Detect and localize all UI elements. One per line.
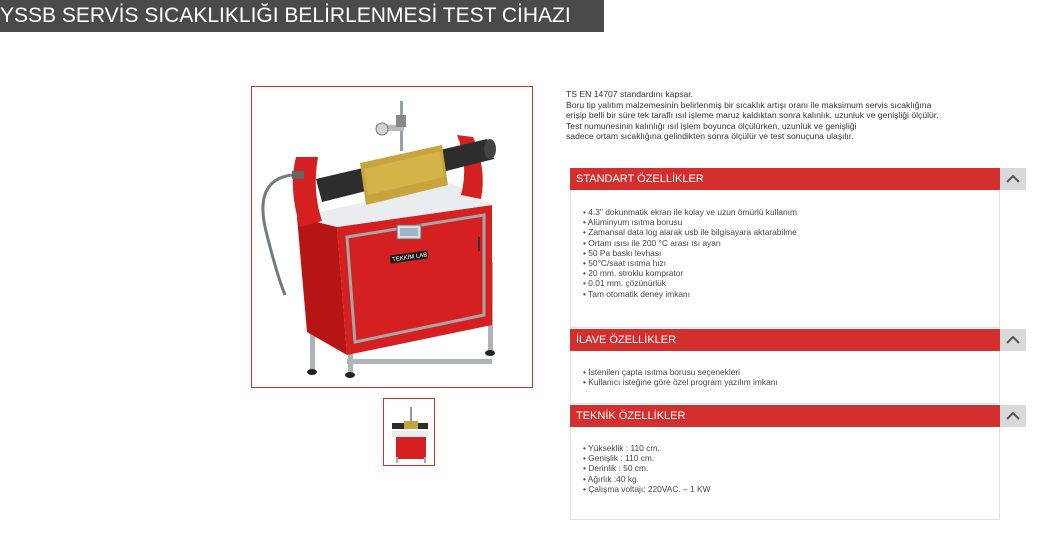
description-line: Boru tip yalıtım malzemesinin belirlenmiş bir sıcaklık artışı oranı ile maksimum servis sıcaklığına	[566, 99, 932, 110]
section-title: STANDART ÖZELLİKLER	[576, 173, 704, 185]
section-ilave-ozellikler	[570, 329, 1026, 404]
product-illustration	[252, 87, 532, 387]
description-line: TS EN 14707 standardını kapsar.	[566, 89, 694, 99]
section-content	[570, 351, 1000, 404]
page-title-bar	[0, 0, 604, 32]
section-title: TEKNİK ÖZELLİKLER	[576, 410, 686, 422]
list-item: • Derinlik : 50 cm.	[583, 463, 649, 474]
list-item: • 20 mm. stroklu komprator	[583, 268, 684, 279]
list-item: • 50°C/saat ısıtma hızı	[583, 258, 667, 269]
chevron-up-icon[interactable]	[1000, 405, 1026, 427]
product-description	[566, 89, 1016, 142]
section-header[interactable]	[570, 329, 1026, 351]
description-line: Test numunesinin kalınlığı ısıl işlem boyunca ölçülürken, uzunluk ve genişliği	[566, 120, 857, 131]
list-item: • Yükseklik : 110 cm.	[583, 443, 660, 453]
description-line: erişip belli bir süre tek taraflı ısıl işleme maruz kaldıktan sonra kalınlık, uzunluk ve genişliği ölçülür.	[566, 110, 939, 121]
page-title: YSSB SERVİS SICAKLIKLIĞI BELİRLENMESİ TEST CİHAZI	[0, 4, 571, 27]
list-item: • Çalışma voltajı: 220VAC. – 1 KW	[583, 483, 711, 494]
list-item: • 50 Pa baskı levhası	[583, 247, 662, 258]
list-item: • Zamansal data log alarak usb ile bilgisayara aktarabilme	[583, 227, 797, 238]
section-content	[570, 190, 1000, 328]
list-item: • İstenilen çapta ısıtma borusu seçenekleri	[583, 367, 741, 377]
list-item: • Ortam ısısı ile 200 °C arası ısı ayarı	[583, 237, 721, 248]
list-item: • 4.3" dokunmatik ekran ile kolay ve uzun ömürlü kullanım	[583, 207, 797, 217]
list-item: • 0.01 mm. çözünürlük	[583, 278, 666, 289]
section-title: İLAVE ÖZELLİKLER	[576, 334, 677, 346]
section-header[interactable]	[570, 168, 1026, 190]
list-item: • Kullanıcı isteğine göre özel program yazılım imkanı	[583, 377, 778, 388]
chevron-up-icon[interactable]	[1000, 168, 1026, 190]
description-line: sadece ortam sıcaklığına gelindikten sonra ölçülür ve test sonuçuna ulaşılır.	[566, 131, 854, 142]
chevron-up-icon[interactable]	[1000, 329, 1026, 351]
section-standart-ozellikler	[570, 168, 1026, 328]
list-item: • Ağırlık :40 kg.	[583, 473, 639, 484]
product-thumbnail[interactable]	[383, 398, 435, 466]
list-item: • Tam otomatik deney imkanı	[583, 288, 691, 299]
product-main-image[interactable]	[251, 86, 533, 388]
section-teknik-ozellikler	[570, 405, 1026, 520]
section-header[interactable]	[570, 405, 1026, 427]
list-item: • Genişlik : 110 cm.	[583, 453, 655, 464]
thumbnail-illustration	[384, 399, 434, 465]
section-content	[570, 427, 1000, 520]
product-brand-label: TEKKİM LAB	[391, 252, 428, 264]
list-item: • Alüminyum ısıtma borusu	[583, 217, 683, 228]
